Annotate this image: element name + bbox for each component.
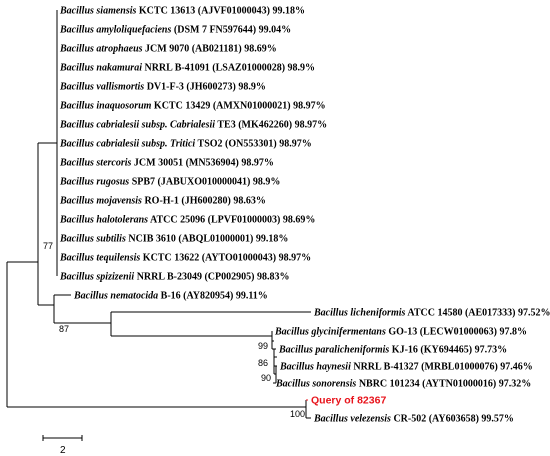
leaf-label: Bacillus paralicheniformis KJ-16 (KY694465) 97.73%: [279, 344, 508, 356]
scale-bar: [43, 435, 82, 456]
leaf-label: Bacillus cabrialesii subsp. Tritici TSO2 (ON553301) 98.97%: [60, 138, 312, 150]
leaf-label: Bacillus nakamurai NRRL B-41091 (LSAZ01000028) 98.9%: [60, 62, 316, 74]
bootstrap-values: [43, 241, 305, 419]
query-label: Query of 82367: [311, 394, 387, 407]
leaf-label: Bacillus inaquosorum KCTC 13429 (AMXN01000021) 98.97%: [60, 100, 326, 112]
leaf-label: Bacillus glycinifermentans GO-13 (LECW01000063) 97.8%: [275, 326, 527, 338]
leaf-label: Bacillus spizizenii NRRL B-23049 (CP002905) 98.83%: [60, 271, 290, 283]
bootstrap-value: 90: [261, 373, 272, 383]
scale-bar-label: 2: [60, 445, 66, 456]
leaf-label: Bacillus mojavensis RO-H-1 (JH600280) 98.63%: [60, 195, 266, 207]
leaf-label: Bacillus tequilensis KCTC 13622 (AYTO01000043) 98.97%: [60, 252, 312, 264]
bootstrap-value: 100: [290, 409, 306, 419]
bootstrap-value: 99: [258, 341, 269, 351]
leaf-label: Bacillus amyloliquefaciens (DSM 7 FN597644) 99.04%: [60, 24, 292, 36]
leaf-label: Bacillus vallismortis DV1-F-3 (JH600273) 98.9%: [60, 81, 266, 93]
leaf-label: Bacillus velezensis CR-502 (AY603658) 99.57%: [314, 413, 514, 425]
bootstrap-value: 87: [59, 324, 70, 334]
bootstrap-value: 86: [258, 358, 269, 368]
bootstrap-value: 77: [43, 241, 54, 251]
leaf-label: Bacillus siamensis KCTC 13613 (AJVF01000043) 99.18%: [60, 5, 306, 17]
leaf-label: Bacillus cabrialesii subsp. Cabrialesii TE3 (MK462260) 98.97%: [60, 119, 328, 131]
leaf-label: Bacillus subtilis NCIB 3610 (ABQL01000001) 99.18%: [60, 233, 289, 245]
leaf-label: Bacillus stercoris JCM 30051 (MN536904) 98.97%: [60, 157, 274, 169]
leaf-label: Bacillus sonorensis NBRC 101234 (AYTN01000016) 97.32%: [276, 378, 532, 390]
leaf-label: Bacillus halotolerans ATCC 25096 (LPVF01000003) 98.69%: [60, 214, 316, 226]
leaf-label: Bacillus haynesii NRRL B-41327 (MRBL01000076) 97.46%: [280, 361, 533, 373]
leaf-labels: [59, 6, 550, 425]
leaf-label: Bacillus licheniformis ATCC 14580 (AE017333) 97.52%: [314, 307, 550, 319]
leaf-label: Bacillus atrophaeus JCM 9070 (AB021181) 98.69%: [60, 43, 277, 55]
leaf-label: Bacillus rugosus SPB7 (JABUXO010000041) 98.9%: [60, 176, 281, 188]
leaf-label: Bacillus nematocida B-16 (AY820954) 99.11%: [74, 290, 268, 302]
